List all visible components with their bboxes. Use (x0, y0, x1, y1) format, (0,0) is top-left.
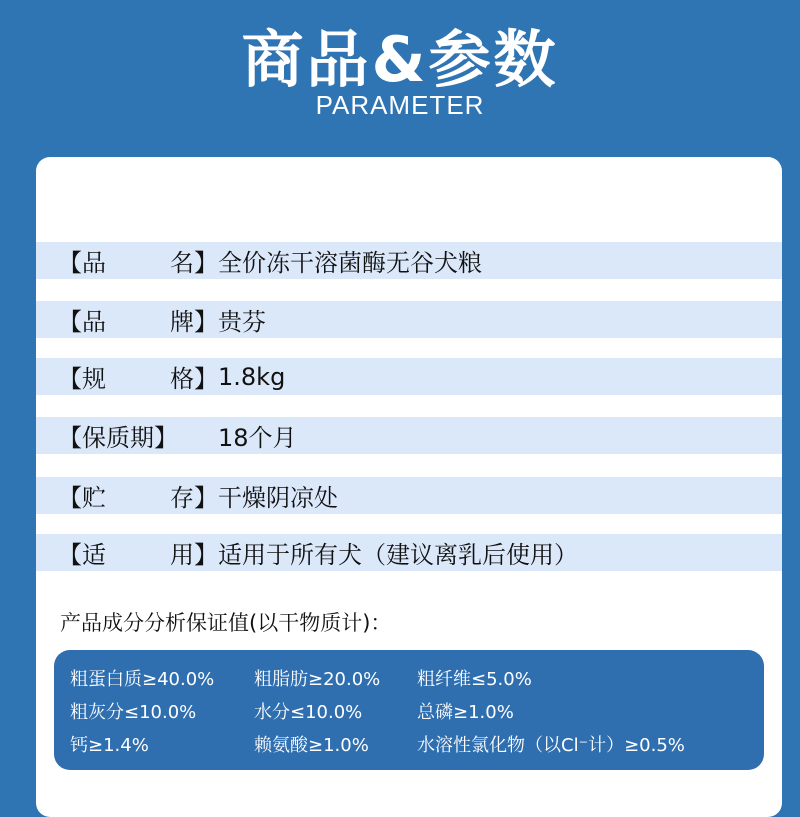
analysis-box (54, 650, 764, 770)
analysis-item: 粗脂肪≥20.0% (254, 669, 381, 690)
param-row-brand (36, 301, 782, 338)
analysis-item: 总磷≥1.0% (417, 702, 514, 723)
param-row-name (36, 242, 782, 279)
parameter-card (36, 157, 782, 817)
analysis-item: 水分≤10.0% (254, 702, 363, 723)
param-key: 【规 格】 (58, 365, 218, 393)
param-key: 【品 牌】 (58, 308, 218, 336)
param-row-usage (36, 534, 782, 571)
param-value: 适用于所有犬（建议离乳后使用） (218, 541, 578, 569)
analysis-item: 水溶性氯化物（以Cl⁻计）≥0.5% (417, 735, 685, 756)
page-title: 商品&参数 (241, 23, 559, 96)
param-value: 1.8kg (218, 362, 286, 391)
param-row-spec (36, 358, 782, 395)
analysis-item: 钙≥1.4% (70, 735, 149, 756)
param-value: 18个月 (218, 424, 297, 452)
param-value: 干燥阴凉处 (218, 484, 338, 512)
param-key: 【品 名】 (58, 249, 218, 277)
page-subtitle: PARAMETER (315, 90, 485, 120)
param-value: 贵芬 (218, 308, 266, 336)
param-row-storage (36, 477, 782, 514)
param-key: 【保质期】 (58, 424, 178, 452)
param-row-shelf-life (36, 417, 782, 454)
analysis-item: 粗灰分≤10.0% (70, 702, 197, 723)
param-key: 【适 用】 (58, 541, 218, 569)
param-key: 【贮 存】 (58, 484, 218, 512)
analysis-item: 粗纤维≤5.0% (417, 669, 532, 690)
analysis-item: 粗蛋白质≥40.0% (70, 669, 215, 690)
analysis-item: 赖氨酸≥1.0% (254, 735, 369, 756)
param-value: 全价冻干溶菌酶无谷犬粮 (218, 249, 482, 277)
analysis-title: 产品成分分析保证值(以干物质计)： (60, 611, 392, 635)
